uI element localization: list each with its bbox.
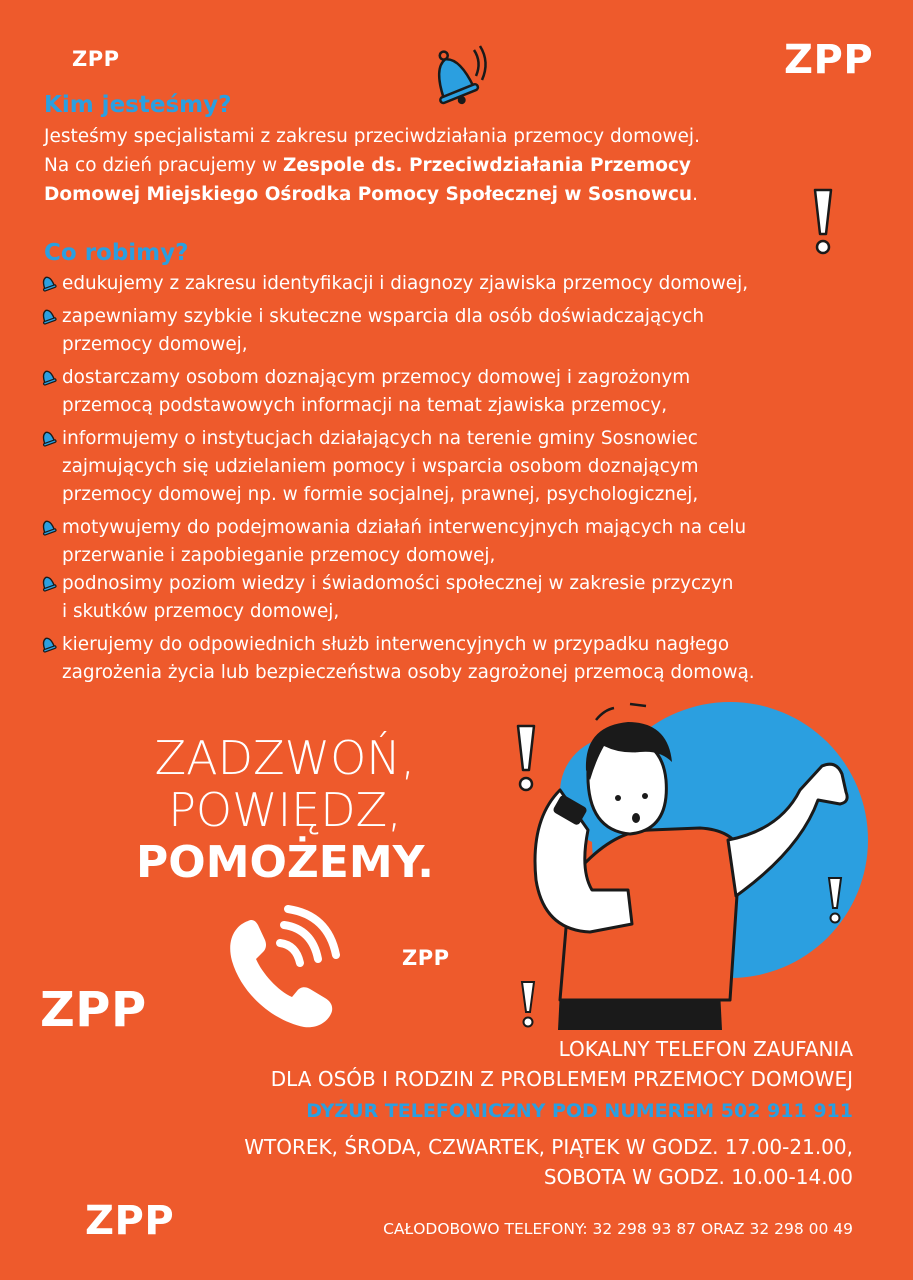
who-line3 [44, 180, 844, 209]
slogan [100, 732, 470, 890]
bell-bullet-icon [38, 306, 58, 326]
bell-bullet-icon [38, 517, 58, 537]
list-item-line: informujemy o instytucjach działających na terenie gminy Sosnowiec [62, 428, 698, 449]
list-item [38, 514, 898, 570]
bell-bullet-icon [38, 273, 58, 293]
bell-icon [410, 40, 494, 112]
slogan-line1: ZADZWOŃ, [154, 731, 416, 785]
list-item [38, 425, 898, 509]
zpp-logo-bottom: ZPP [85, 1198, 175, 1244]
person-on-phone-illustration [500, 700, 870, 1030]
list-item-line: przemocy domowej, [62, 334, 248, 355]
bell-bullet-icon [38, 428, 58, 448]
who-text [44, 122, 844, 209]
bell-bullet-icon [38, 634, 58, 654]
list-item-line: podnosimy poziom wiedzy i świadomości społecznej w zakresie przyczyn [62, 573, 734, 594]
who-heading: Kim jesteśmy? [44, 92, 232, 118]
what-list [38, 270, 898, 692]
list-item [38, 631, 898, 687]
hours-line1: WTOREK, ŚRODA, CZWARTEK, PIĄTEK W GODZ. 17.00-21.00, [244, 1135, 853, 1159]
list-item-line: zajmujących się udzielaniem pomocy i wsparcia osobom doznającym [62, 456, 699, 477]
duty-phone: DYŻUR TELEFONICZNY POD NUMEREM 502 911 911 [306, 1100, 853, 1122]
who-line3-bold: Domowej Miejskiego Ośrodka Pomocy Społecznej w Sosnowcu [44, 184, 693, 205]
list-item [38, 364, 898, 420]
list-item-line: przemocą podstawowych informacji na temat zjawiska przemocy, [62, 395, 668, 416]
zpp-logo-top-right: ZPP [784, 37, 874, 83]
list-item-line: kierujemy do odpowiednich służb interwencyjnych w przypadku nagłego [62, 634, 730, 655]
footer-phones: CAŁODOBOWO TELEFONY: 32 298 93 87 ORAZ 32 298 00 49 [383, 1220, 853, 1238]
helpline-line2: DLA OSÓB I RODZIN Z PROBLEMEM PRZEMOCY DOMOWEJ [270, 1067, 853, 1091]
bell-bullet-icon [38, 367, 58, 387]
list-item-line: motywujemy do podejmowania działań interwencyjnych mających na celu [62, 517, 747, 538]
zpp-logo-mid-small: ZPP [402, 946, 450, 970]
helpline-line1: LOKALNY TELEFON ZAUFANIA [558, 1037, 853, 1061]
list-item-line: i skutków przemocy domowej, [62, 601, 340, 622]
hours-block [60, 1132, 853, 1192]
phone-icon [222, 905, 342, 1031]
slogan-line2: POWIĘDZ, [168, 783, 402, 837]
what-heading: Co robimy? [44, 240, 189, 266]
slogan-line3: POMOŻEMY. [136, 837, 434, 888]
list-item [38, 303, 898, 359]
list-item-line: przemocy domowej np. w formie socjalnej, prawnej, psychologicznej, [62, 484, 699, 505]
who-line3-suffix: . [692, 184, 698, 205]
who-line2-prefix: Na co dzień pracujemy w [44, 155, 283, 176]
list-item-line: edukujemy z zakresu identyfikacji i diagnozy zjawiska przemocy domowej, [62, 273, 749, 294]
bell-bullet-icon [38, 573, 58, 593]
zpp-logo-mid-large: ZPP [40, 982, 147, 1038]
list-item-line: przerwanie i zapobieganie przemocy domowej, [62, 545, 496, 566]
helpline-block [80, 1034, 853, 1094]
list-item-line: dostarczamy osobom doznającym przemocy domowej i zagrożonym [62, 367, 691, 388]
who-line2 [44, 151, 844, 180]
exclamation-icon [810, 186, 836, 258]
who-line1: Jesteśmy specjalistami z zakresu przeciwdziałania przemocy domowej. [44, 126, 700, 147]
zpp-logo-top-left: ZPP [72, 47, 120, 71]
hours-line2: SOBOTA W GODZ. 10.00-14.00 [543, 1165, 853, 1189]
list-item-line: zapewniamy szybkie i skuteczne wsparcia dla osób doświadczających [62, 306, 705, 327]
list-item [38, 570, 898, 626]
who-line2-bold: Zespole ds. Przeciwdziałania Przemocy [282, 155, 691, 176]
list-item [38, 270, 898, 298]
list-item-line: zagrożenia życia lub bezpieczeństwa osoby zagrożonej przemocą domową. [62, 662, 755, 683]
